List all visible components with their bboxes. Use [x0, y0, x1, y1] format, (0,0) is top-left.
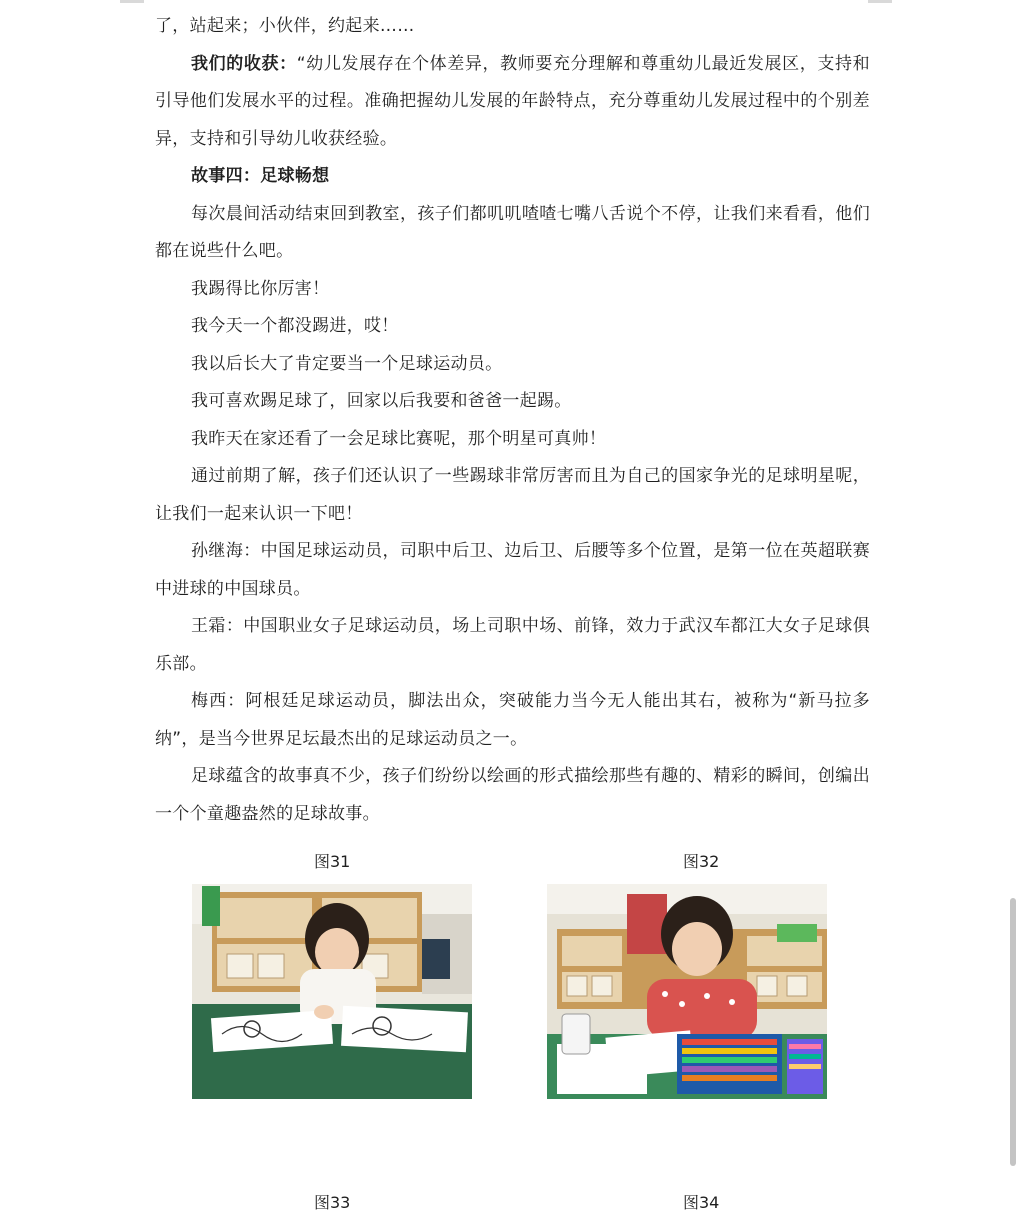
page-corner-mark-left	[120, 0, 144, 3]
player-wang-shuang: 王霜：中国职业女子足球运动员，场上司职中场、前锋，效力于武汉车都江大女子足球俱乐部。	[155, 616, 870, 674]
figure-label-33: 图33	[314, 1193, 351, 1212]
paragraph-continued: 了，站起来；小伙伴，约起来……	[155, 16, 415, 36]
player-sun-jihai: 孙继海：中国足球运动员，司职中后卫、边后卫、后腰等多个位置，是第一位在英超联赛中进球的中国球员。	[155, 541, 870, 599]
harvest-text: “幼儿发展存在个体差异，教师要充分理解和尊重幼儿最近发展区，支持和引导他们发展水平的过程。准确把握幼儿发展的年龄特点，充分尊重幼儿发展过程中的个别差异，支持和引导幼儿收获经验。	[155, 53, 870, 149]
quote-5: 我昨天在家还看了一会足球比赛呢，那个明星可真帅！	[191, 428, 607, 449]
vertical-scrollbar[interactable]	[1010, 880, 1016, 1170]
intro-paragraph: 每次晨间活动结束回到教室，孩子们都叽叽喳喳七嘴八舌说个不停，让我们来看看，他们都在说些什么吧。	[155, 203, 870, 261]
harvest-paragraph	[155, 46, 870, 159]
scrollbar-thumb[interactable]	[1010, 898, 1016, 1166]
page-corner-mark-right	[868, 0, 892, 3]
quote-3: 我以后长大了肯定要当一个足球运动员。	[191, 353, 503, 374]
figure-label-34: 图34	[683, 1193, 720, 1212]
player-messi: 梅西：阿根廷足球运动员，脚法出众，突破能力当今无人能出其右，被称为“新马拉多纳”，是当今世界足坛最杰出的足球运动员之一。	[155, 691, 870, 749]
stars-intro-paragraph: 通过前期了解，孩子们还认识了一些踢球非常厉害而且为自己的国家争光的足球明星呢，让我们一起来认识一下吧！	[155, 466, 870, 524]
figure-label-32: 图32	[683, 852, 720, 871]
quote-2: 我今天一个都没踢进，哎！	[191, 316, 399, 336]
document-body	[155, 8, 870, 833]
story-heading: 故事四：足球畅想	[191, 166, 330, 186]
photo-child-drawing-2	[547, 884, 827, 1099]
photo-child-drawing-1	[192, 884, 472, 1099]
quote-1: 我踢得比你厉害！	[191, 278, 330, 299]
quote-4: 我可喜欢踢足球了，回家以后我要和爸爸一起踢。	[191, 391, 572, 411]
closing-paragraph: 足球蕴含的故事真不少，孩子们纷纷以绘画的形式描绘那些有趣的、精彩的瞬间，创编出一个个童趣盎然的足球故事。	[155, 766, 870, 824]
figure-label-31: 图31	[314, 852, 351, 871]
harvest-label: 我们的收获：	[191, 53, 297, 74]
